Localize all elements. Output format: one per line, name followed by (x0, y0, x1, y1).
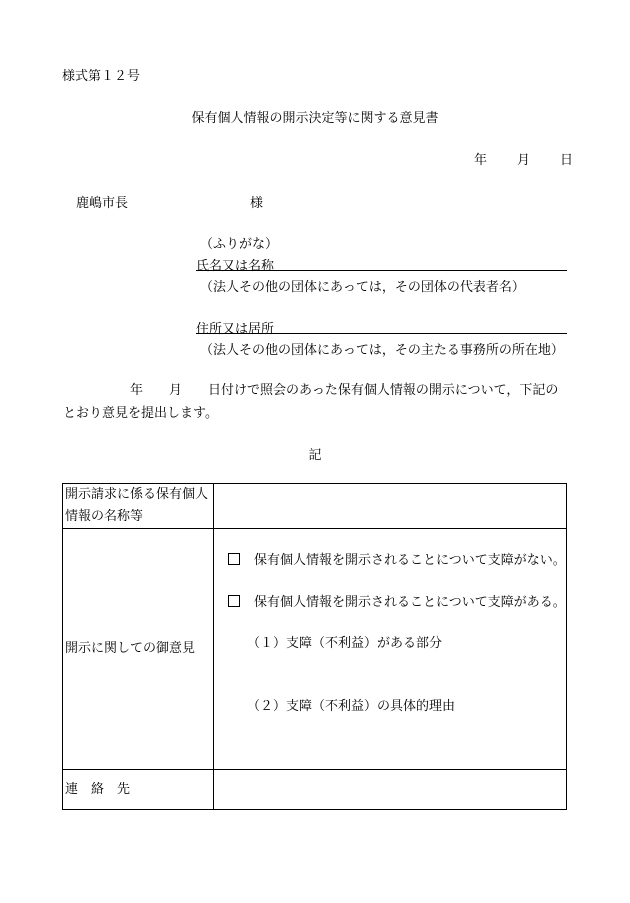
name-field-underline[interactable] (196, 270, 567, 271)
form-number: 様式第１２号 (62, 69, 141, 84)
table-row (63, 529, 567, 770)
body-month-label: 月 (169, 383, 183, 398)
opinion-cell (214, 529, 567, 770)
body-text-line-2: とおり意見を提出します。 (63, 406, 218, 421)
contact-char: 先 (117, 781, 131, 797)
table-row (63, 770, 567, 810)
name-note: （法人その他の団体にあっては，その団体の代表者名） (200, 280, 525, 295)
document-title: 保有個人情報の開示決定等に関する意見書 (191, 111, 439, 126)
option-no-hindrance[interactable] (228, 550, 566, 572)
hindrance-reason-label: （２）支障（不利益）の具体的理由 (247, 699, 456, 714)
date-line (474, 149, 573, 168)
contact-cell[interactable] (214, 770, 567, 810)
addressee-honorific: 様 (250, 196, 264, 211)
hindrance-part-label: （１）支障（不利益）がある部分 (247, 636, 443, 651)
body-text-line-1 (130, 379, 558, 398)
opinion-label: 開示に関しての御意見 (63, 529, 214, 770)
date-month-label: 月 (517, 153, 531, 168)
checkbox-icon[interactable] (228, 595, 240, 607)
address-label: 住所又は居所 (196, 322, 275, 337)
table-row (63, 484, 567, 529)
body-text-rest: 日付けで照会のあった保有個人情報の開示について，下記の (208, 383, 559, 398)
address-field-underline[interactable] (196, 333, 567, 334)
option-hindrance[interactable] (228, 592, 566, 614)
body-year-label: 年 (130, 383, 144, 398)
ki-heading: 記 (308, 448, 322, 463)
contact-label (63, 770, 214, 810)
info-name-cell[interactable] (214, 484, 567, 529)
date-year-label: 年 (474, 153, 488, 168)
contact-char: 絡 (91, 781, 105, 797)
opinion-table (62, 483, 567, 810)
option-hindrance-label: 保有個人情報を開示されることについて支障がある。 (254, 595, 566, 610)
addressee-name: 鹿嶋市長 (76, 196, 129, 211)
checkbox-icon[interactable] (228, 553, 240, 565)
address-note: （法人その他の団体にあっては，その主たる事務所の所在地） (200, 343, 564, 358)
name-label: 氏名又は名称 (196, 259, 275, 274)
contact-char: 連 (65, 781, 79, 797)
option-no-hindrance-label: 保有個人情報を開示されることについて支障がない。 (254, 553, 566, 568)
info-name-label: 開示請求に係る保有個人情報の名称等 (63, 484, 214, 529)
furigana-label: （ふりがな） (200, 237, 279, 252)
date-day-label: 日 (560, 153, 574, 168)
